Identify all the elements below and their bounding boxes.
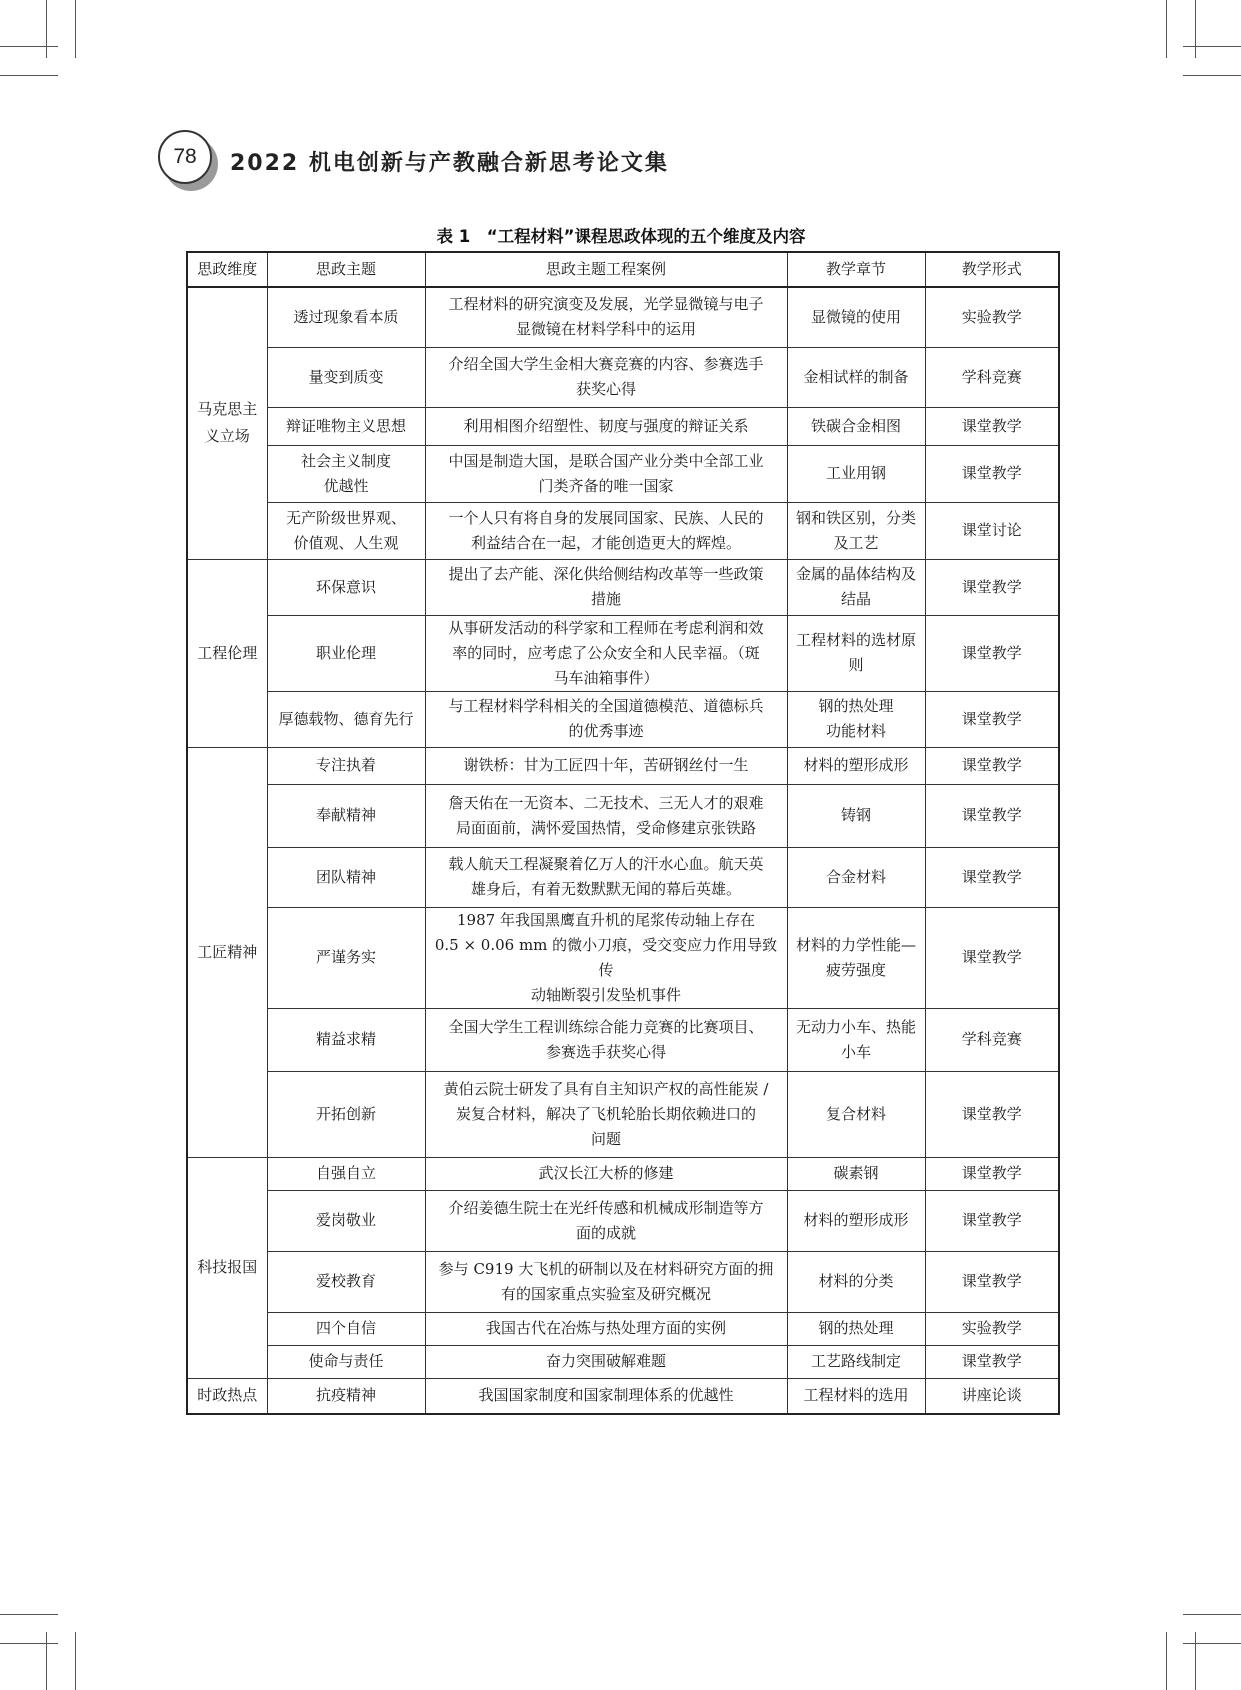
form-cell: 课堂教学 <box>925 1345 1059 1378</box>
crop-mark <box>1183 1614 1241 1615</box>
table-row <box>187 1157 1059 1190</box>
header-dimension: 思政维度 <box>187 252 267 287</box>
table-row <box>187 287 1059 347</box>
chapter-cell: 钢的热处理 <box>787 1312 925 1345</box>
table-row <box>187 784 1059 847</box>
chapter-cell: 工程材料的选材原 则 <box>787 615 925 691</box>
form-cell: 课堂教学 <box>925 847 1059 907</box>
chapter-cell: 材料的力学性能— 疲劳强度 <box>787 907 925 1008</box>
dimension-cell: 马克思主 义立场 <box>187 287 267 559</box>
theme-cell: 严谨务实 <box>267 907 425 1008</box>
table-row <box>187 1345 1059 1378</box>
crop-mark <box>46 0 47 58</box>
theme-cell: 厚德载物、德育先行 <box>267 691 425 747</box>
form-cell: 实验教学 <box>925 287 1059 347</box>
case-cell: 谢铁桥：甘为工匠四十年，苦研钢丝付一生 <box>425 747 787 784</box>
case-cell: 一个人只有将自身的发展同国家、民族、人民的 利益结合在一起，才能创造更大的辉煌。 <box>425 502 787 559</box>
theme-cell: 社会主义制度 优越性 <box>267 445 425 502</box>
case-cell: 我国古代在冶炼与热处理方面的实例 <box>425 1312 787 1345</box>
case-cell: 我国国家制度和国家制理体系的优越性 <box>425 1378 787 1414</box>
chapter-cell: 合金材料 <box>787 847 925 907</box>
table-row <box>187 1190 1059 1251</box>
table-caption: 表 1 “工程材料”课程思政体现的五个维度及内容 <box>436 227 806 246</box>
crop-mark <box>0 75 58 76</box>
form-cell: 课堂教学 <box>925 407 1059 445</box>
page-number: 78 <box>158 130 212 184</box>
case-cell: 詹天佑在一无资本、二无技术、三无人才的艰难 局面面前，满怀爱国热情，受命修建京张铁路 <box>425 784 787 847</box>
form-cell: 课堂教学 <box>925 559 1059 615</box>
chapter-cell: 材料的塑形成形 <box>787 1190 925 1251</box>
form-cell: 课堂教学 <box>925 747 1059 784</box>
theme-cell: 辩证唯物主义思想 <box>267 407 425 445</box>
dimension-cell: 时政热点 <box>187 1378 267 1414</box>
table-row <box>187 407 1059 445</box>
dimension-cell: 工程伦理 <box>187 559 267 747</box>
chapter-cell: 金属的晶体结构及 结晶 <box>787 559 925 615</box>
case-cell: 提出了去产能、深化供给侧结构改革等一些政策 措施 <box>425 559 787 615</box>
table-row <box>187 559 1059 615</box>
chapter-cell: 工程材料的选用 <box>787 1378 925 1414</box>
form-cell: 课堂教学 <box>925 1251 1059 1312</box>
crop-mark <box>1195 1632 1196 1690</box>
form-cell: 实验教学 <box>925 1312 1059 1345</box>
theme-cell: 使命与责任 <box>267 1345 425 1378</box>
crop-mark <box>1183 1643 1241 1644</box>
case-cell: 1987 年我国黑鹰直升机的尾浆传动轴上存在 0.5 × 0.06 mm 的微小刀痕，受交变应力作用导致传 动轴断裂引发坠机事件 <box>425 907 787 1008</box>
table-container <box>186 251 1058 1415</box>
form-cell: 学科竞赛 <box>925 1008 1059 1071</box>
theme-cell: 团队精神 <box>267 847 425 907</box>
theme-cell: 四个自信 <box>267 1312 425 1345</box>
dimension-cell: 工匠精神 <box>187 747 267 1157</box>
table-row <box>187 445 1059 502</box>
form-cell: 课堂教学 <box>925 691 1059 747</box>
form-cell: 学科竞赛 <box>925 347 1059 407</box>
table-row <box>187 847 1059 907</box>
chapter-cell: 材料的塑形成形 <box>787 747 925 784</box>
theme-cell: 自强自立 <box>267 1157 425 1190</box>
chapter-cell: 碳素钢 <box>787 1157 925 1190</box>
table-row <box>187 1071 1059 1157</box>
case-cell: 工程材料的研究演变及发展，光学显微镜与电子 显微镜在材料学科中的运用 <box>425 287 787 347</box>
crop-mark <box>1166 1632 1167 1690</box>
form-cell: 课堂讨论 <box>925 502 1059 559</box>
case-cell: 载人航天工程凝聚着亿万人的汗水心血。航天英 雄身后，有着无数默默无闻的幕后英雄。 <box>425 847 787 907</box>
theme-cell: 透过现象看本质 <box>267 287 425 347</box>
crop-mark <box>1195 0 1196 58</box>
form-cell: 课堂教学 <box>925 907 1059 1008</box>
case-cell: 中国是制造大国，是联合国产业分类中全部工业 门类齐备的唯一国家 <box>425 445 787 502</box>
header-theme: 思政主题 <box>267 252 425 287</box>
table-row <box>187 1008 1059 1071</box>
theme-cell: 爱校教育 <box>267 1251 425 1312</box>
chapter-cell: 工业用钢 <box>787 445 925 502</box>
form-cell: 课堂教学 <box>925 1071 1059 1157</box>
table-row <box>187 1312 1059 1345</box>
case-cell: 介绍姜德生院士在光纤传感和机械成形制造等方 面的成就 <box>425 1190 787 1251</box>
theme-cell: 专注执着 <box>267 747 425 784</box>
theme-cell: 爱岗敬业 <box>267 1190 425 1251</box>
table-row <box>187 691 1059 747</box>
crop-mark <box>75 0 76 58</box>
theme-cell: 精益求精 <box>267 1008 425 1071</box>
case-cell: 介绍全国大学生金相大赛竞赛的内容、参赛选手 获奖心得 <box>425 347 787 407</box>
chapter-cell: 无动力小车、热能 小车 <box>787 1008 925 1071</box>
header-row <box>187 252 1059 287</box>
form-cell: 课堂教学 <box>925 1190 1059 1251</box>
theme-cell: 开拓创新 <box>267 1071 425 1157</box>
crop-mark <box>0 1614 58 1615</box>
header-case: 思政主题工程案例 <box>425 252 787 287</box>
chapter-cell: 钢的热处理 功能材料 <box>787 691 925 747</box>
form-cell: 课堂教学 <box>925 784 1059 847</box>
crop-mark <box>0 1643 58 1644</box>
case-cell: 黄伯云院士研发了具有自主知识产权的高性能炭 / 炭复合材料，解决了飞机轮胎长期依赖进口的 问题 <box>425 1071 787 1157</box>
theme-cell: 职业伦理 <box>267 615 425 691</box>
table-row <box>187 347 1059 407</box>
page-number-badge <box>158 130 216 188</box>
form-cell: 课堂教学 <box>925 1157 1059 1190</box>
theme-cell: 抗疫精神 <box>267 1378 425 1414</box>
crop-mark <box>1166 0 1167 58</box>
chapter-cell: 钢和铁区别，分类 及工艺 <box>787 502 925 559</box>
dimension-cell: 科技报国 <box>187 1157 267 1378</box>
table-body <box>187 287 1059 1414</box>
case-cell: 与工程材料学科相关的全国道德模范、道德标兵 的优秀事迹 <box>425 691 787 747</box>
content-table <box>186 251 1060 1415</box>
table-row <box>187 1378 1059 1414</box>
table-row <box>187 747 1059 784</box>
crop-mark <box>46 1632 47 1690</box>
chapter-cell: 复合材料 <box>787 1071 925 1157</box>
crop-mark <box>1183 46 1241 47</box>
crop-mark <box>75 1632 76 1690</box>
form-cell: 课堂教学 <box>925 445 1059 502</box>
form-cell: 课堂教学 <box>925 615 1059 691</box>
crop-mark <box>1183 75 1241 76</box>
case-cell: 参与 C919 大飞机的研制以及在材料研究方面的拥 有的国家重点实验室及研究概况 <box>425 1251 787 1312</box>
table-row <box>187 502 1059 559</box>
chapter-cell: 材料的分类 <box>787 1251 925 1312</box>
theme-cell: 环保意识 <box>267 559 425 615</box>
chapter-cell: 金相试样的制备 <box>787 347 925 407</box>
case-cell: 利用相图介绍塑性、韧度与强度的辩证关系 <box>425 407 787 445</box>
book-title: 2022 机电创新与产教融合新思考论文集 <box>230 151 669 176</box>
table-row <box>187 1251 1059 1312</box>
header-chapter: 教学章节 <box>787 252 925 287</box>
crop-mark <box>0 46 58 47</box>
table-row <box>187 907 1059 1008</box>
chapter-cell: 铁碳合金相图 <box>787 407 925 445</box>
header-form: 教学形式 <box>925 252 1059 287</box>
table-row <box>187 615 1059 691</box>
case-cell: 全国大学生工程训练综合能力竞赛的比赛项目、 参赛选手获奖心得 <box>425 1008 787 1071</box>
table-header <box>187 252 1059 287</box>
theme-cell: 无产阶级世界观、 价值观、人生观 <box>267 502 425 559</box>
chapter-cell: 显微镜的使用 <box>787 287 925 347</box>
theme-cell: 奉献精神 <box>267 784 425 847</box>
chapter-cell: 铸钢 <box>787 784 925 847</box>
chapter-cell: 工艺路线制定 <box>787 1345 925 1378</box>
case-cell: 奋力突围破解难题 <box>425 1345 787 1378</box>
form-cell: 讲座论谈 <box>925 1378 1059 1414</box>
case-cell: 武汉长江大桥的修建 <box>425 1157 787 1190</box>
case-cell: 从事研发活动的科学家和工程师在考虑利润和效 率的同时，应考虑了公众安全和人民幸福。（斑 马车油箱事件） <box>425 615 787 691</box>
theme-cell: 量变到质变 <box>267 347 425 407</box>
